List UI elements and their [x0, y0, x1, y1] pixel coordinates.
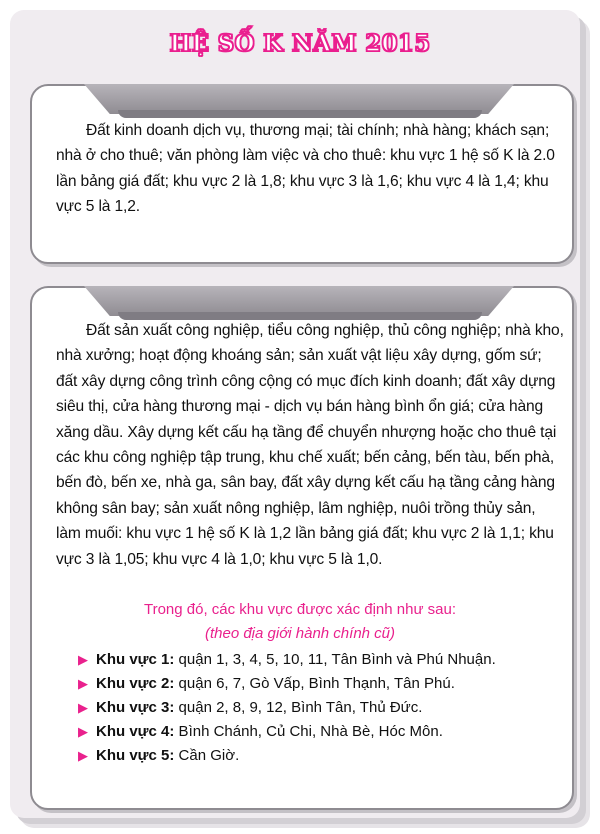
list-item-zone-3 — [78, 696, 558, 720]
zone-name: Khu vực 1: — [96, 651, 175, 668]
zone-name: Khu vực 4: — [96, 723, 175, 740]
triangle-bullet-icon: ▶ — [78, 676, 88, 691]
zone-name: Khu vực 2: — [96, 675, 175, 692]
zone-definition-intro: Trong đó, các khu vực được xác định như sau: — [143, 601, 457, 618]
list-item-zone-2 — [78, 672, 558, 696]
industrial-land-paragraph: Đất sản xuất công nghiệp, tiểu công nghiệp, thủ công nghiệp; nhà kho, nhà xưởng; hoạt động khoáng sản; sản xuất vật liệu xây dựng, gốm sứ; đất xây dựng công trình công cộng có mục đích kinh doanh; đất xây dựng siêu thị, cửa hàng thương mại - dịch vụ bán hàng bình ổn giá; cửa hàng xăng dầu. Xây dựng kết cấu hạ tầng để chuyển nhượng hoặc cho thuê tại các khu công nghiệp tập trung, khu chế xuất; bến cảng, bến tàu, bến phà, bến đò, bến xe, nhà ga, sân bay, đất xây dựng kết cấu hạ tầng cảng hàng không sân bay; sản xuất nông nghiệp, lâm nghiệp, nuôi trồng thủy sản, làm muối: khu vực 1 hệ số K là 1,2 lần bảng giá đất; khu vực 2 là 1,1; khu vực 3 là 1,05; khu vực 4 là 1,0; khu vực 5 là 1,0. — [56, 322, 564, 568]
triangle-bullet-icon: ▶ — [78, 652, 88, 667]
zone-description: quận 6, 7, Gò Vấp, Bình Thạnh, Tân Phú. — [174, 675, 455, 692]
zone-name: Khu vực 3: — [96, 699, 175, 716]
infographic-title: HỆ SỐ K NĂM 2015 — [169, 30, 431, 57]
commercial-land-paragraph: Đất kinh doanh dịch vụ, thương mại; tài chính; nhà hàng; khách sạn; nhà ở cho thuê; văn phòng làm việc và cho thuê: khu vực 1 hệ số K là 2.0 lần bảng giá đất; khu vực 2 là 1,8; khu vực 3 là 1,6; khu vực 4 là 1,4; khu vực 5 là 1,2. — [56, 122, 555, 216]
zone-list — [78, 648, 558, 768]
zone-description: quận 1, 3, 4, 5, 10, 11, Tân Bình và Phú Nhuận. — [174, 651, 496, 668]
list-item-zone-1 — [78, 648, 558, 672]
triangle-bullet-icon: ▶ — [78, 700, 88, 715]
zone-description: Bình Chánh, Củ Chi, Nhà Bè, Hóc Môn. — [174, 723, 443, 740]
triangle-bullet-icon: ▶ — [78, 724, 88, 739]
zone-definition-note: (theo địa giới hành chính cũ) — [204, 625, 396, 642]
list-item-zone-4 — [78, 720, 558, 744]
section-tab-1-base — [118, 110, 482, 118]
zone-description: Cần Giờ. — [174, 747, 240, 764]
list-item-zone-5 — [78, 744, 558, 768]
triangle-bullet-icon: ▶ — [78, 748, 88, 763]
zone-name: Khu vực 5: — [96, 747, 175, 764]
zone-description: quận 2, 8, 9, 12, Bình Tân, Thủ Đức. — [174, 699, 423, 716]
